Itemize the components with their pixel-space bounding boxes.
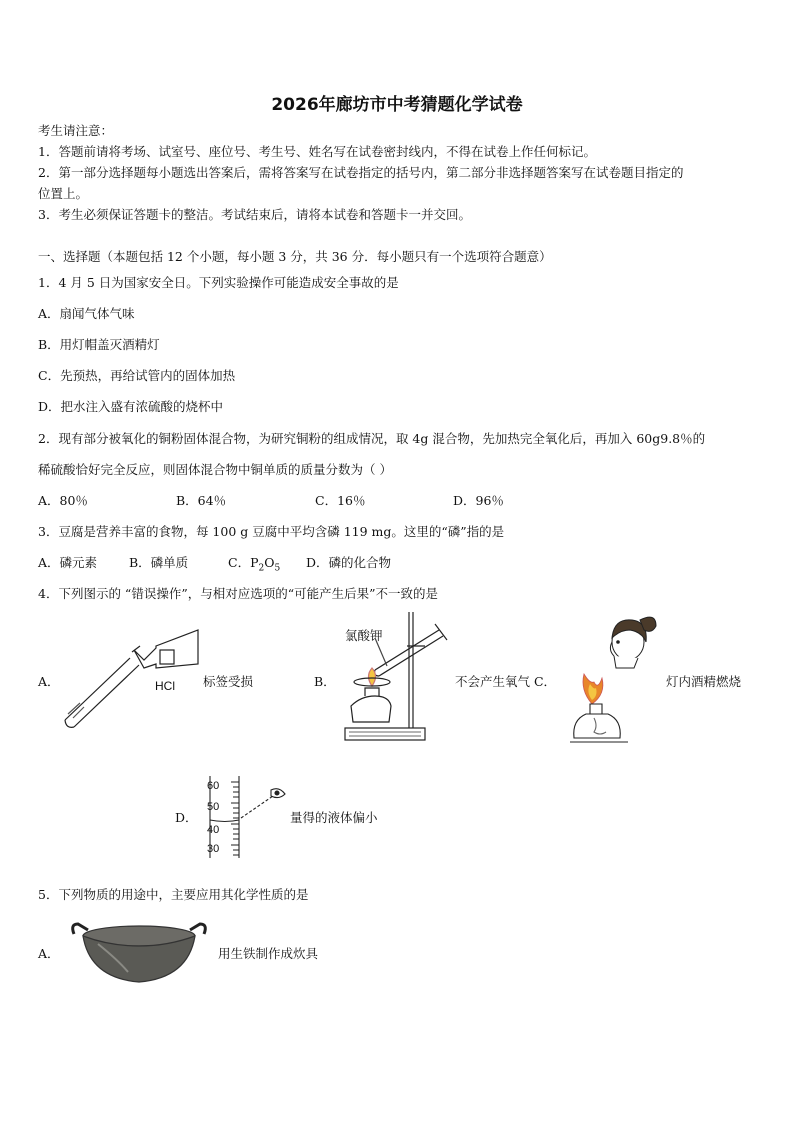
question-2-stem: 2．现有部分被氧化的铜粉固体混合物，为研究铜粉的组成情况，取 4g 混合物，先加热完全氧化后，再加入 60g9.8％的 bbox=[38, 431, 706, 446]
q3-option-c: C．$P_2O_5$ bbox=[228, 555, 281, 574]
q2-option-b: B．64％ bbox=[176, 493, 227, 508]
q3-option-a: A．磷元素 bbox=[38, 555, 98, 570]
notice-item: 位置上。 bbox=[38, 186, 89, 201]
question-1-stem: 1．4 月 5 日为国家安全日。下列实验操作可能造成安全事故的是 bbox=[38, 275, 399, 290]
q4-c-caption: 灯内酒精燃烧 bbox=[666, 674, 742, 689]
q1-option-b: B．用灯帽盖灭酒精灯 bbox=[38, 337, 160, 352]
cylinder-tick-40: 40 bbox=[207, 824, 220, 836]
question-3-stem: 3．豆腐是营养丰富的食物，每 100 g 豆腐中平均含磷 119 mg。这里的“磷”指的是 bbox=[38, 524, 505, 539]
cylinder-tick-60: 60 bbox=[207, 780, 220, 792]
question-5-stem: 5．下列物质的用途中，主要应用其化学性质的是 bbox=[38, 887, 309, 902]
q4-d-caption: 量得的液体偏小 bbox=[290, 810, 378, 825]
hcl-label: HCl bbox=[155, 679, 175, 693]
pouring-acid-diagram bbox=[60, 628, 205, 728]
heating-apparatus-diagram bbox=[335, 610, 460, 745]
notice-item: 1．答题前请将考场、试室号、座位号、考生号、姓名写在试卷密封线内，不得在试卷上作任何标记。 bbox=[38, 144, 596, 159]
notice-item: 3．考生必须保证答题卡的整洁。考试结束后，请将本试卷和答题卡一并交回。 bbox=[38, 207, 471, 222]
q4-option-b-letter: B． bbox=[314, 674, 336, 689]
q3-option-d: D．磷的化合物 bbox=[306, 555, 392, 570]
graduated-cylinder-diagram bbox=[205, 774, 300, 862]
q5-option-a-letter: A． bbox=[38, 946, 60, 961]
notice-heading: 考生请注意： bbox=[38, 123, 114, 138]
cylinder-tick-50: 50 bbox=[207, 801, 220, 813]
q4-option-a-letter: A． bbox=[38, 674, 60, 689]
q4-a-caption: 标签受损 bbox=[203, 674, 254, 689]
q3-option-b: B．磷单质 bbox=[129, 555, 189, 570]
cylinder-tick-30: 30 bbox=[207, 843, 220, 855]
question-4-stem: 4．下列图示的 “错误操作”，与相对应选项的“可能产生后果”不一致的是 bbox=[38, 586, 438, 601]
potassium-chlorate-label: 氯酸钾 bbox=[345, 628, 383, 643]
q4-option-d-letter: D． bbox=[175, 810, 198, 825]
page-title: 2026年廊坊市中考猜题化学试卷 bbox=[271, 95, 523, 115]
section-heading: 一、选择题（本题包括 12 个小题，每小题 3 分，共 36 分．每小题只有一个选项符合题意） bbox=[38, 249, 552, 264]
q2-option-d: D．96％ bbox=[453, 493, 504, 508]
notice-item: 2．第一部分选择题每小题选出答案后，需将答案写在试卷指定的括号内，第二部分非选择题答案写在试卷题目指定的 bbox=[38, 165, 684, 180]
wok-image bbox=[68, 920, 210, 990]
q2-option-a: A．80％ bbox=[38, 493, 88, 508]
q5-a-caption: 用生铁制作成炊具 bbox=[218, 946, 319, 961]
question-2-stem-cont: 稀硫酸恰好完全反应，则固体混合物中铜单质的质量分数为（ ） bbox=[38, 462, 392, 477]
blowing-lamp-diagram bbox=[568, 608, 668, 748]
q1-option-a: A．扇闻气体气味 bbox=[38, 306, 135, 321]
q1-option-c: C．先预热，再给试管内的固体加热 bbox=[38, 368, 236, 383]
q1-option-d: D．把水注入盛有浓硫酸的烧杯中 bbox=[38, 399, 224, 414]
q4-b-caption: 不会产生氧气 C． bbox=[455, 674, 557, 689]
q2-option-c: C．16％ bbox=[315, 493, 366, 508]
